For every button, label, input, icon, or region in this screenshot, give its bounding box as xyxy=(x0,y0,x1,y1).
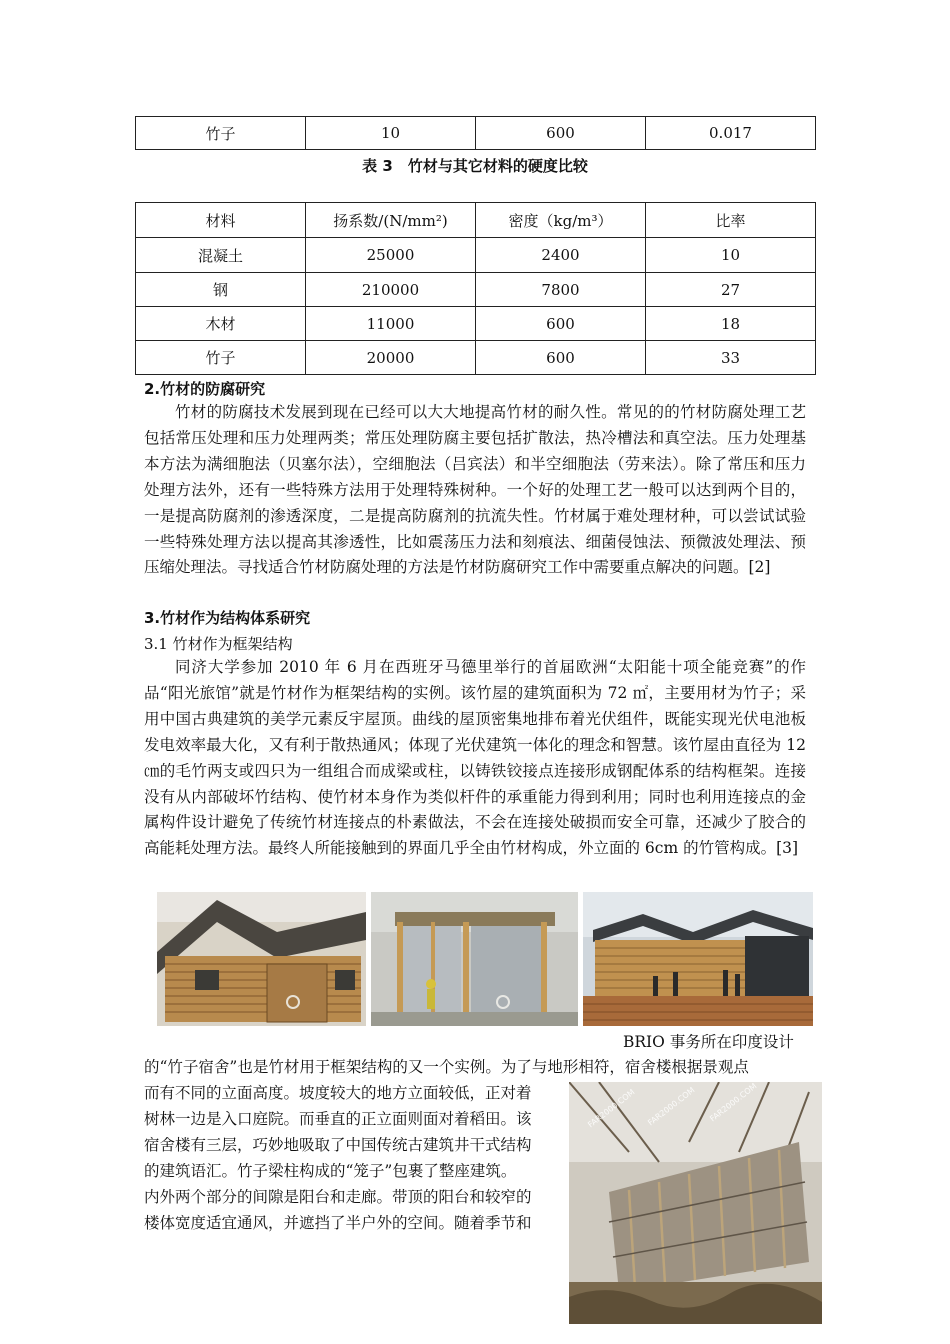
brio-intro-line: BRIO 事务所在印度设计 xyxy=(623,1033,794,1051)
text-line: 而有不同的立面高度。坡度较大的地方立面较低，正对着 xyxy=(144,1084,532,1102)
column-header: 扬系数/(N/mm²) xyxy=(306,203,476,238)
table-header-row xyxy=(136,203,816,238)
body-paragraph: 同济大学参加 2010 年 6 月在西班牙马德里举行的首届欧洲“太阳能十项全能竞赛”的作品“阳光旅馆”就是竹材作为框架结构的实例。该竹屋的建筑面积为 72 ㎡，主要用材为竹子；采用中国古典建筑的美学元素反宇屋顶。曲线的屋顶密集地排布着光伏组件，既能实现光伏电池板发电效率最大化，又有利于散热通风；体现了光伏建筑一体化的理念和智慧。该竹屋由直径为 12 ㎝的毛竹两支或四只为一组组合而成梁或柱，以铸铁铰接点连接形成钢配体系的结构框架。连接没有从内部破坏竹结构、使竹材本身作为类似杆件的承重能力得到利用；同时也利用连接点的金属构件设计避免了传统竹材连接点的朴素做法，不会在连接处破损而安全可靠，还减少了胶合的高能耗处理方法。最终人所能接触到的界面几乎全由竹材构成，外立面的 6cm 的竹管构成。[3] xyxy=(144,658,806,858)
table-cell: 0.017 xyxy=(646,117,816,150)
brio-continuation-line: 的“竹子宿舍”也是竹材用于框架结构的又一个实例。为了与地形相符，宿舍楼根据景观点 xyxy=(144,1058,749,1076)
table-cell: 7800 xyxy=(476,273,646,307)
table-row xyxy=(136,273,816,307)
table-row xyxy=(136,238,816,273)
previous-table-fragment xyxy=(135,116,816,150)
photo-solar-inn-deck xyxy=(583,892,813,1026)
column-header: 材料 xyxy=(136,203,306,238)
photo-bamboo-dormitory xyxy=(569,1082,822,1324)
brio-wrapped-text xyxy=(144,1081,560,1236)
table-cell: 210000 xyxy=(306,273,476,307)
table-cell: 竹子 xyxy=(136,341,306,375)
table-caption: 表 3 竹材与其它材料的硬度比较 xyxy=(362,157,588,175)
photo-solar-inn-exterior xyxy=(157,892,366,1026)
text-line: 内外两个部分的间隙是阳台和走廊。带顶的阳台和较窄的 xyxy=(144,1187,532,1206)
table-cell: 600 xyxy=(476,307,646,341)
table-cell: 20000 xyxy=(306,341,476,375)
table-cell: 竹子 xyxy=(136,117,306,150)
body-paragraph: 竹材的防腐技术发展到现在已经可以大大地提高竹材的耐久性。常见的的竹材防腐处理工艺包括常压处理和压力处理两类；常压处理防腐主要包括扩散法，热冷槽法和真空法。压力处理基本方法为满细胞法（贝塞尔法），空细胞法（吕宾法）和半空细胞法（劳来法）。除了常压和压力处理方法外，还有一些特殊方法用于处理特殊树种。一个好的处理工艺一般可以达到两个目的，一是提高防腐剂的渗透深度，二是提高防腐剂的抗流失性。竹材属于难处理材种，可以尝试试验一些特殊处理方法以提高其渗透性，比如震荡压力法和刻痕法、细菌侵蚀法、预微波处理法、预压缩处理法。寻找适合竹材防腐处理的方法是竹材防腐研究工作中需要重点解决的问题。[2] xyxy=(144,403,806,577)
table-cell: 18 xyxy=(646,307,816,341)
watermark-text: FAR2000.COM xyxy=(646,1085,697,1128)
column-header: 比率 xyxy=(646,203,816,238)
text-line: 树林一边是入口庭院。而垂直的正立面则面对着稻田。该 xyxy=(144,1109,532,1128)
text-line: 楼体宽度适宜通风，并遮挡了半户外的空间。随着季节和 xyxy=(144,1213,532,1232)
table-cell: 10 xyxy=(646,238,816,273)
table-cell: 混凝土 xyxy=(136,238,306,273)
table-cell: 2400 xyxy=(476,238,646,273)
table-cell: 25000 xyxy=(306,238,476,273)
watermark-text: FAR2000.COM xyxy=(586,1087,637,1130)
table-row xyxy=(136,307,816,341)
text-line: 的建筑语汇。竹子梁柱构成的“笼子”包裹了整座建筑。 xyxy=(144,1161,517,1180)
table-cell: 600 xyxy=(476,117,646,150)
text-line: 宿舍楼有三层，巧妙地吸取了中国传统古建筑井干式结构 xyxy=(144,1135,532,1154)
table-cell: 600 xyxy=(476,341,646,375)
section-heading: 2.竹材的防腐研究 xyxy=(144,380,266,398)
watermark-text: FAR2000.COM xyxy=(708,1082,759,1124)
table-cell: 33 xyxy=(646,341,816,375)
table-cell: 钢 xyxy=(136,273,306,307)
column-header: 密度（kg/m³） xyxy=(476,203,646,238)
table-cell: 木材 xyxy=(136,307,306,341)
subsection-heading: 3.1 竹材作为框架结构 xyxy=(144,635,293,653)
section-heading: 3.竹材作为结构体系研究 xyxy=(144,609,311,627)
hardness-comparison-table xyxy=(135,202,816,375)
photo-bamboo-frame-construction xyxy=(371,892,578,1026)
table-row xyxy=(136,341,816,375)
table-cell: 10 xyxy=(306,117,476,150)
table-cell: 27 xyxy=(646,273,816,307)
table-cell: 11000 xyxy=(306,307,476,341)
